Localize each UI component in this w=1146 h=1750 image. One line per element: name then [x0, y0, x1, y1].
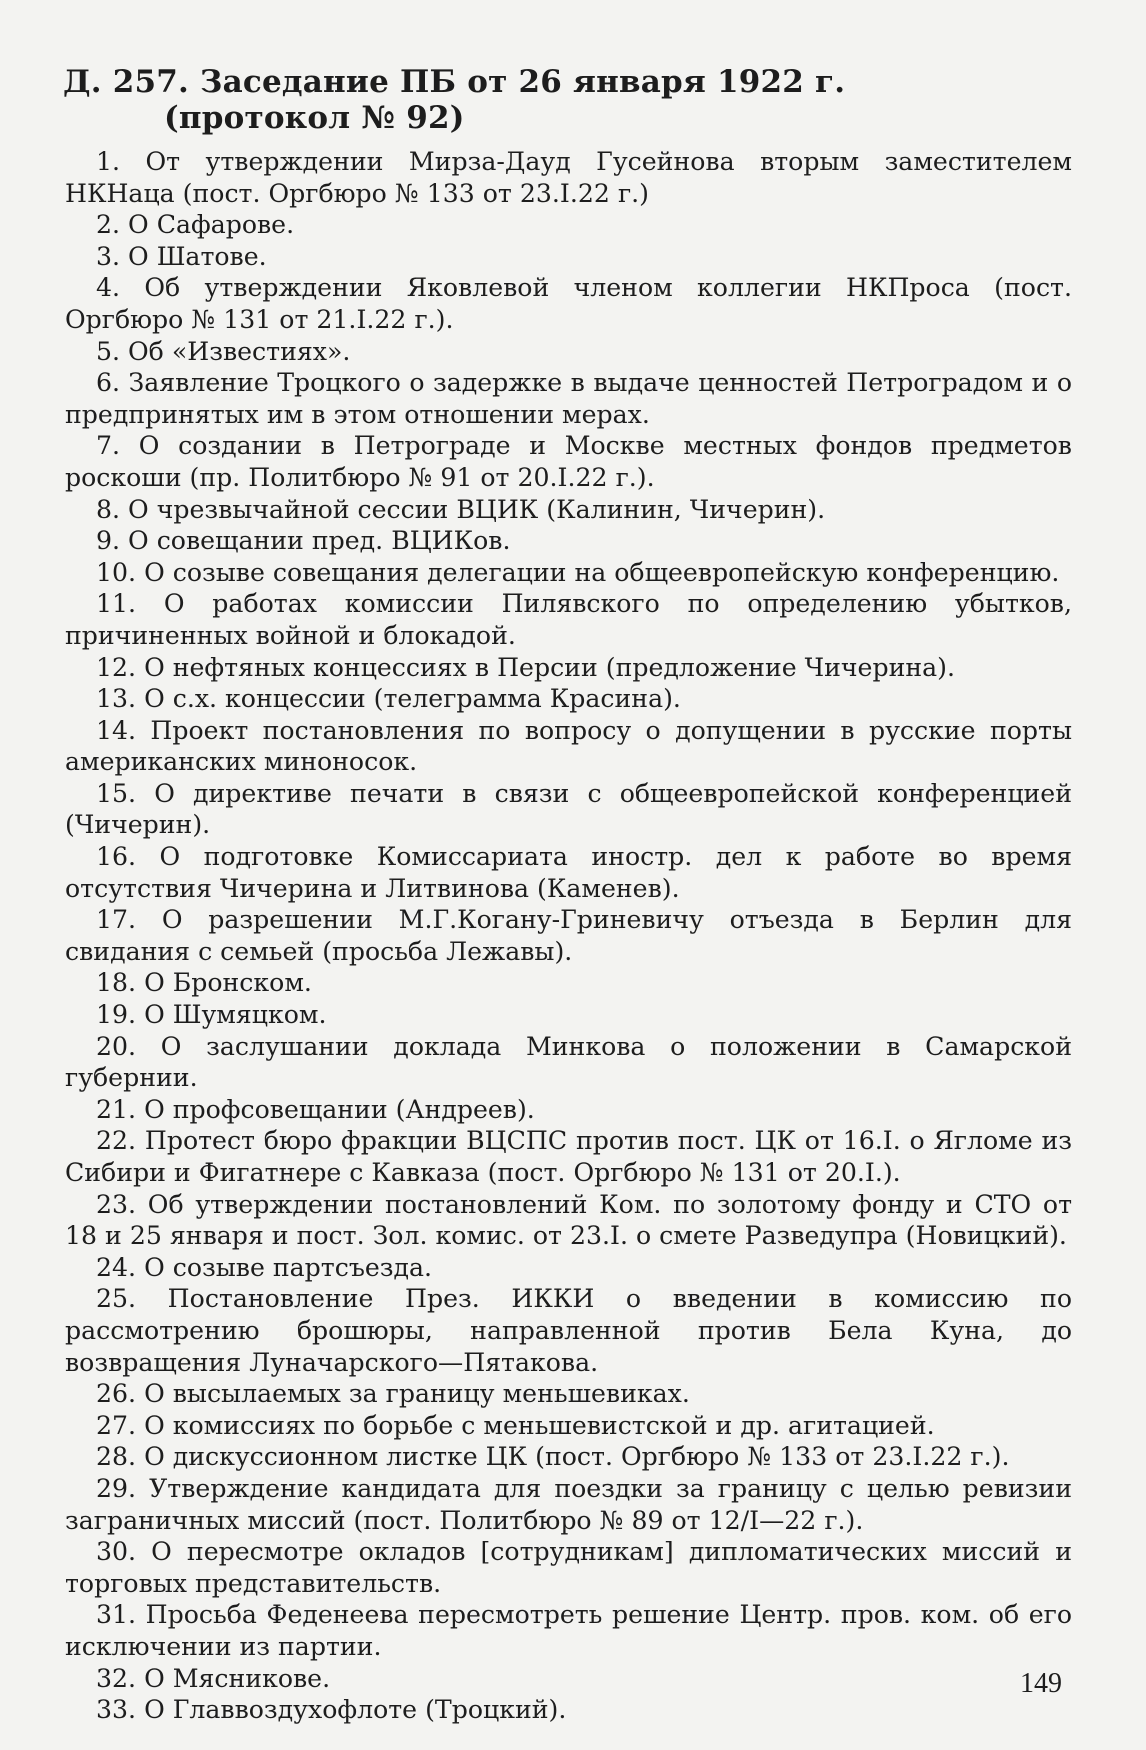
agenda-item: 1. От утверждении Мирза-Дауд Гусейнова вторым заместителем НКНаца (пост. Оргбюро № 133 от 23.I.22 г.) — [65, 147, 1072, 208]
agenda-item: 22. Протест бюро фракции ВЦСПС против пост. ЦК от 16.I. о Ягломе из Сибири и Фигатнере с Кавказа (пост. Оргбюро № 131 от 20.I.). — [65, 1126, 1072, 1187]
page-number: 149 — [1020, 1668, 1062, 1699]
agenda-item: 30. О пересмотре окладов [сотрудникам] дипломатических миссий и торговых представительств. — [65, 1537, 1072, 1598]
agenda-item: 31. Просьба Феденеева пересмотреть решение Центр. пров. ком. об его исключении из партии. — [65, 1600, 1072, 1661]
agenda-item: 11. О работах комиссии Пилявского по определению убытков, причиненных войной и блокадой. — [65, 589, 1072, 650]
agenda-item: 6. Заявление Троцкого о задержке в выдаче ценностей Петроградом и о предпринятых им в этом отношении мерах. — [65, 368, 1072, 429]
agenda-item: 15. О директиве печати в связи с общеевропейской конференцией (Чичерин). — [65, 778, 1072, 840]
agenda-item: 32. О Мясникове. — [96, 1663, 331, 1693]
agenda-item: 17. О разрешении М.Г.Когану-Гриневичу отъезда в Берлин для свидания с семьей (просьба Лежавы). — [65, 905, 1072, 966]
agenda-item: 28. О дискуссионном листке ЦК (пост. Оргбюро № 133 от 23.I.22 г.). — [96, 1442, 1010, 1472]
agenda-item: 8. О чрезвычайной сессии ВЦИК (Калинин, Чичерин). — [96, 494, 826, 524]
agenda-item: 26. О высылаемых за границу меньшевиках. — [96, 1379, 690, 1409]
agenda-item: 29. Утверждение кандидата для поездки за границу с целью ревизии заграничных миссий (пост. Политбюро № 89 от 12/I—22 г.). — [65, 1473, 1072, 1535]
document-heading — [63, 64, 845, 136]
agenda-item: 12. О нефтяных концессиях в Персии (предложение Чичерина). — [96, 652, 956, 682]
agenda-item: 13. О с.х. концессии (телеграмма Красина). — [96, 684, 681, 714]
agenda-item: 3. О Шатове. — [96, 241, 267, 271]
agenda-item: 16. О подготовке Комиссариата иностр. дел к работе во время отсутствия Чичерина и Литвинова (Каменев). — [65, 842, 1072, 903]
agenda-item: 10. О созыве совещания делегации на общеевропейскую конференцию. — [96, 557, 1060, 587]
agenda-item: 24. О созыве партсъезда. — [96, 1252, 433, 1282]
heading-title: Д. 257. Заседание ПБ от 26 января 1922 г. — [63, 64, 846, 100]
agenda-item: 21. О профсовещании (Андреев). — [96, 1094, 535, 1124]
agenda-item: 7. О создании в Петрограде и Москве местных фондов предметов роскоши (пр. Политбюро № 91 от 20.I.22 г.). — [65, 431, 1072, 492]
agenda-item: 19. О Шумяцком. — [96, 1000, 327, 1030]
agenda-item: 23. Об утверждении постановлений Ком. по золотому фонду и СТО от 18 и 25 января и пост. Зол. комис. от 23.I. о смете Разведупра (Новицкий). — [65, 1189, 1072, 1251]
agenda-list — [65, 146, 1072, 1726]
agenda-item: 18. О Бронском. — [96, 968, 312, 998]
agenda-item: 2. О Сафарове. — [96, 210, 295, 240]
agenda-item: 25. Постановление През. ИККИ о введении в комиссию по рассмотрению брошюры, направленной против Бела Куна, до возвращения Луначарского—Пятакова. — [65, 1284, 1072, 1377]
agenda-item: 14. Проект постановления по вопросу о допущении в русские порты американских миноносок. — [65, 715, 1072, 777]
heading-protocol: (протокол № 92) — [164, 100, 465, 136]
agenda-item: 5. Об «Известиях». — [96, 336, 351, 366]
agenda-item: 27. О комиссиях по борьбе с меньшевистской и др. агитацией. — [96, 1410, 935, 1440]
agenda-item: 33. О Главвоздухофлоте (Троцкий). — [96, 1695, 567, 1725]
agenda-item: 20. О заслушании доклада Минкова о положении в Самарской губернии. — [65, 1031, 1072, 1093]
agenda-item: 9. О совещании пред. ВЦИКов. — [96, 526, 511, 556]
agenda-item: 4. Об утверждении Яковлевой членом коллегии НКПроса (пост. Оргбюро № 131 от 21.I.22 г.). — [65, 273, 1072, 334]
